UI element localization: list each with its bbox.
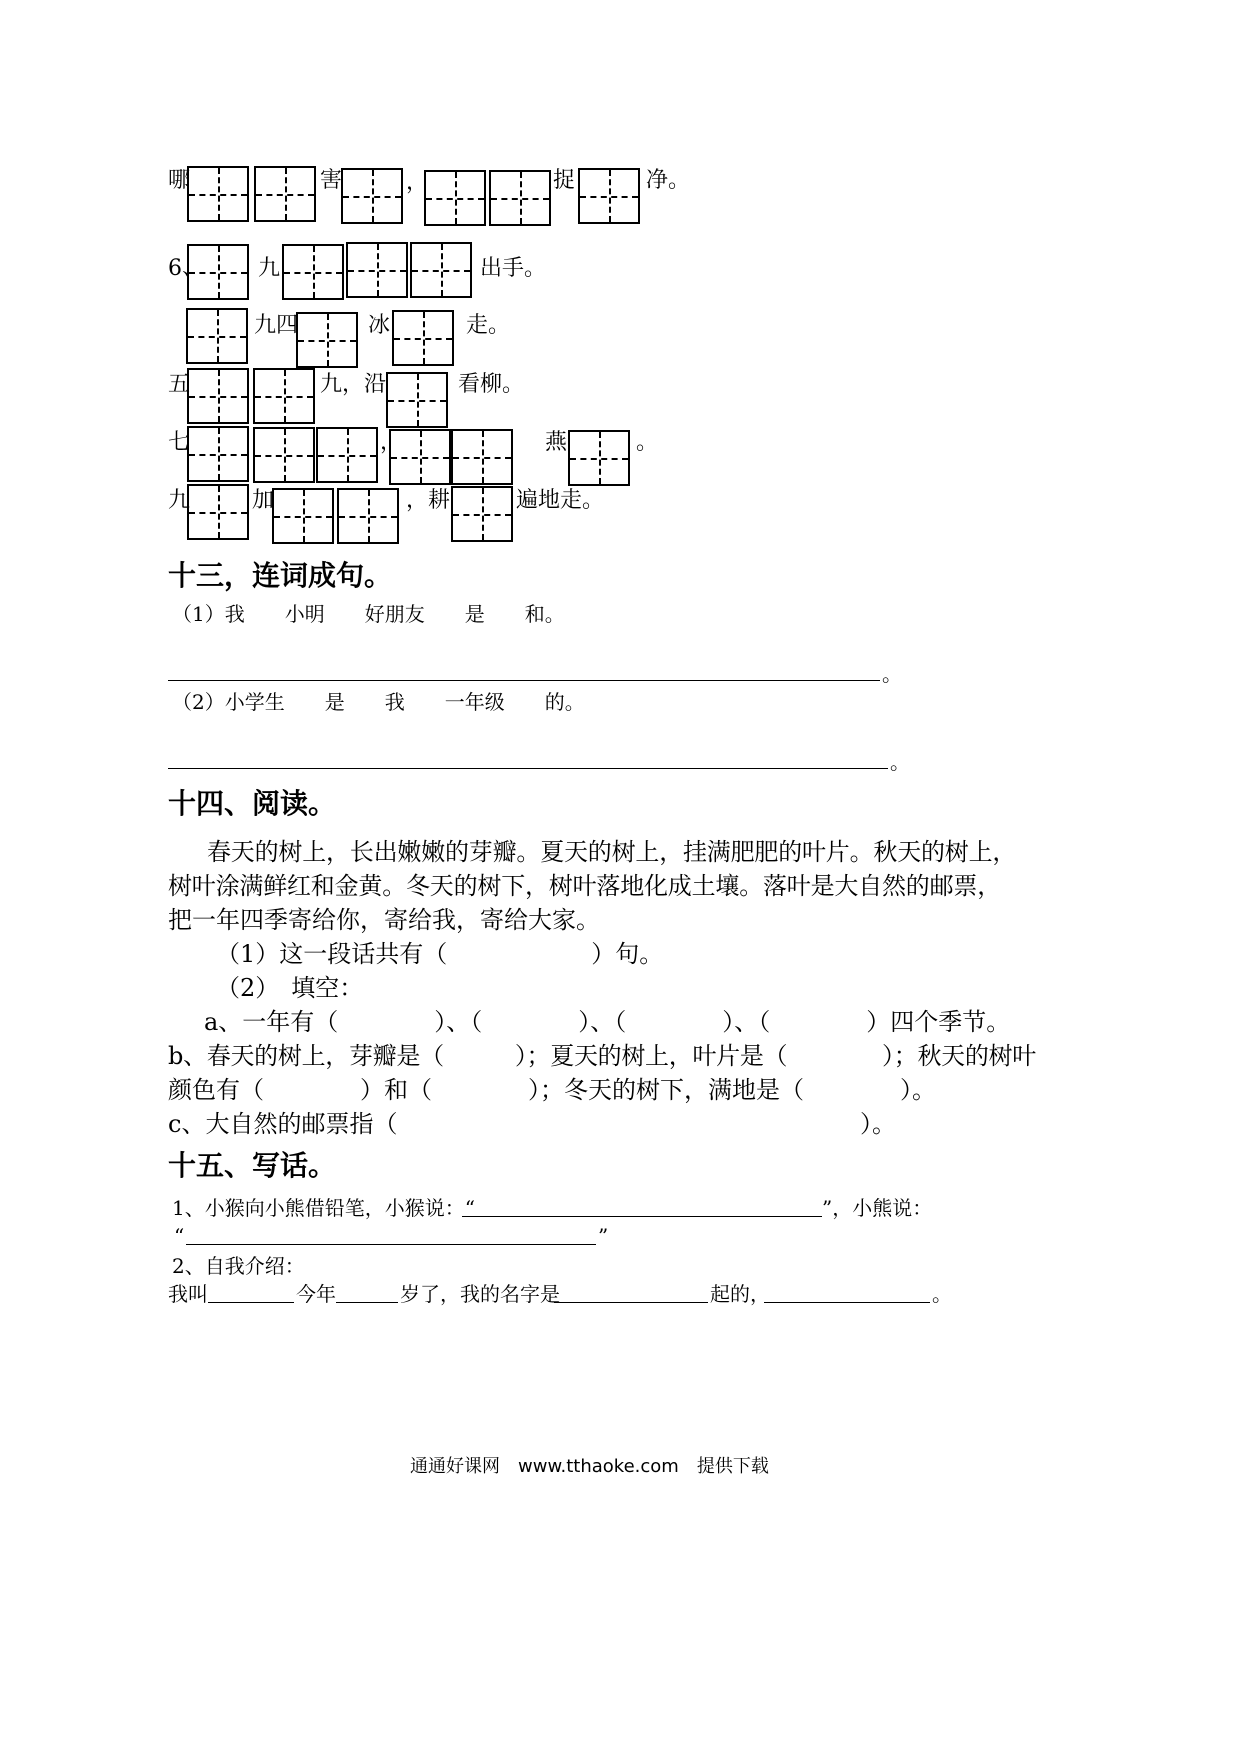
grid-text: 捉 (553, 168, 576, 193)
grid-text: 6、 (168, 256, 204, 281)
grid-text: 九 (258, 256, 281, 281)
writing-box[interactable] (489, 170, 551, 226)
page-footer: 通通好课网 www.tthaoke.com 提供下载 (410, 1456, 769, 1477)
passage-line: 春天的树上，长出嫩嫩的芽瓣。夏天的树上，挂满肥肥的叶片。秋天的树上， (207, 838, 1017, 866)
quote-close: ” (598, 1224, 609, 1248)
question-text: 岁了，我的名字是 (400, 1282, 560, 1306)
passage-line: 树叶涂满鲜红和金黄。冬天的树下，树叶落地化成土壤。落叶是大自然的邮票， (168, 872, 1001, 900)
writing-box[interactable] (316, 427, 378, 483)
writing-box[interactable] (386, 372, 448, 428)
writing-box[interactable] (254, 166, 316, 222)
writing-box[interactable] (389, 429, 451, 485)
grid-text: 净。 (646, 168, 691, 193)
writing-box[interactable] (186, 308, 248, 364)
writing-box[interactable] (253, 427, 315, 483)
question-text: 我叫 (168, 1282, 208, 1306)
grid-text: 害 (320, 168, 343, 193)
grid-text: ， (406, 170, 429, 195)
question-text: 。 (932, 1282, 952, 1306)
answer-line[interactable] (168, 768, 888, 769)
question-text: c、大自然的邮票指（ (168, 1110, 398, 1138)
grid-text: 九，沿 (320, 372, 387, 397)
writing-box[interactable] (187, 244, 249, 300)
grid-text: 出手。 (480, 256, 547, 281)
namer-answer-line[interactable] (554, 1302, 708, 1303)
writing-box[interactable] (253, 368, 315, 424)
grid-text: 九 (168, 488, 191, 513)
writing-box[interactable] (187, 166, 249, 222)
question-text: 今年 (296, 1282, 336, 1306)
answer-line[interactable] (462, 1216, 822, 1217)
grid-text: 冰 (368, 313, 391, 338)
writing-box[interactable] (337, 488, 399, 544)
answer-line[interactable] (168, 680, 880, 681)
quote-open: “ (174, 1224, 185, 1248)
question-text: （2） 填空： (216, 974, 364, 1002)
grid-text: 看柳。 (458, 372, 525, 397)
writing-box[interactable] (424, 170, 486, 226)
writing-box[interactable] (272, 488, 334, 544)
reason-answer-line[interactable] (764, 1302, 930, 1303)
question-text: （1）我 小明 好朋友 是 和。 (172, 602, 565, 626)
writing-box[interactable] (451, 429, 513, 485)
grid-text: 加 (252, 488, 275, 513)
grid-text: ，耕 (406, 488, 451, 513)
writing-box[interactable] (296, 312, 358, 368)
answer-line[interactable] (186, 1244, 596, 1245)
writing-box[interactable] (392, 310, 454, 366)
grid-text: 九四 (254, 313, 299, 338)
writing-box[interactable] (578, 168, 640, 224)
writing-box[interactable] (187, 484, 249, 540)
writing-box[interactable] (341, 168, 403, 224)
grid-text: 五 (168, 372, 191, 397)
question-text: （2）小学生 是 我 一年级 的。 (172, 690, 585, 714)
answer-line-end: 。 (882, 662, 902, 686)
age-answer-line[interactable] (336, 1302, 398, 1303)
writing-box[interactable] (410, 242, 472, 298)
question-text: ”，小熊说： (822, 1196, 933, 1220)
question-text: a、一年有（ ）、（ ）、（ ）、（ ）四个季节。 (204, 1008, 1011, 1036)
writing-box[interactable] (187, 426, 249, 482)
writing-box[interactable] (346, 242, 408, 298)
question-text: b、春天的树上，芽瓣是（ ）；夏天的树上，叶片是（ ）；秋天的树叶 (168, 1042, 1036, 1070)
question-text: 2、自我介绍： (172, 1254, 305, 1278)
section-14-title: 十四、阅读。 (168, 787, 337, 820)
grid-text: 燕 (545, 430, 568, 455)
question-text: 起的， (710, 1282, 770, 1306)
grid-text: ， (380, 430, 403, 455)
question-text: 1、小猴向小熊借铅笔，小猴说：“ (172, 1196, 475, 1220)
writing-box[interactable] (282, 244, 344, 300)
grid-text: 七 (168, 430, 191, 455)
section-15-title: 十五、写话。 (168, 1149, 337, 1182)
grid-text: 走。 (466, 313, 511, 338)
question-text: （1）这一段话共有（ ）句。 (216, 940, 664, 968)
writing-box[interactable] (568, 430, 630, 486)
name-answer-line[interactable] (208, 1302, 294, 1303)
writing-box[interactable] (187, 368, 249, 424)
answer-line-end: 。 (890, 750, 910, 774)
grid-text: 遍地走。 (516, 488, 605, 513)
grid-text: 哪 (168, 168, 191, 193)
question-text: 颜色有（ ）和（ ）；冬天的树下，满地是（ ）。 (168, 1076, 936, 1104)
grid-text: 。 (636, 430, 659, 455)
writing-box[interactable] (451, 486, 513, 542)
question-text-end: ）。 (860, 1110, 896, 1138)
section-13-title: 十三，连词成句。 (168, 559, 393, 592)
passage-line: 把一年四季寄给你，寄给我，寄给大家。 (168, 906, 600, 934)
